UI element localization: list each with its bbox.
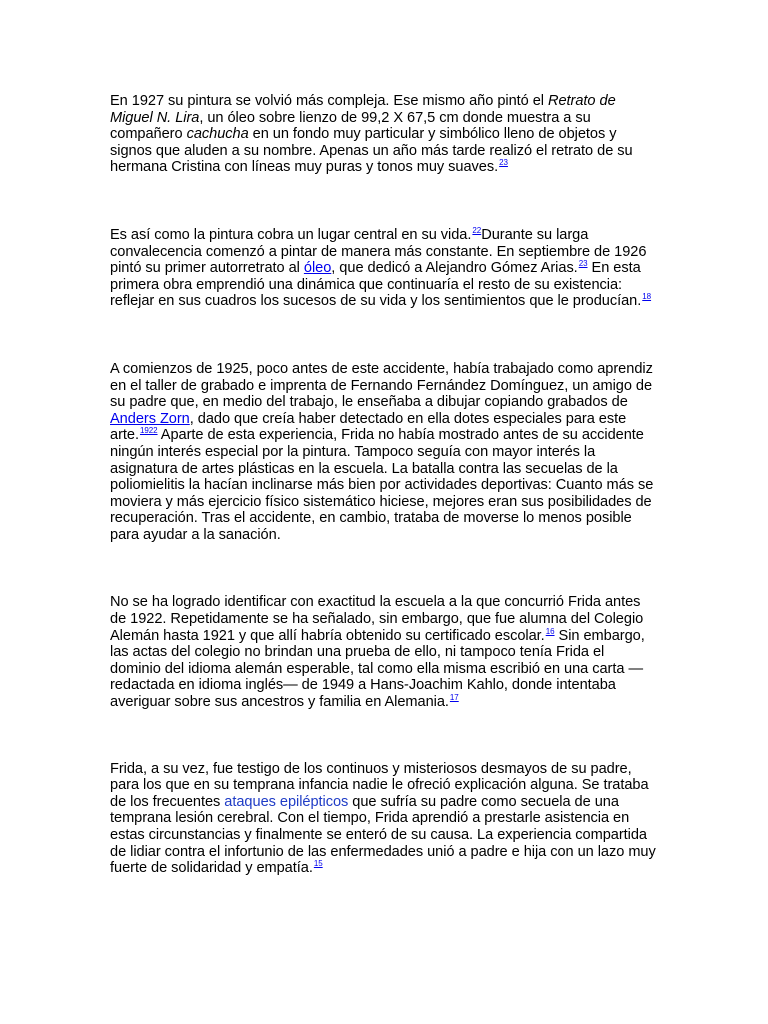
text-run: que sufría su padre como secuela de una temprana lesión cerebral. Con el tiempo, Frida aprendió a prestarle asistencia en estas circunstancias y finalmente se enteró de su causa. La experiencia compartida de lidiar contra el infortunio de las enfermedades unió a padre e hija con un lazo muy fuerte de solidaridad y empatía. bbox=[110, 793, 656, 877]
text-run: En 1927 su pintura se volvió más compleja. Ese mismo año pintó el bbox=[110, 93, 548, 109]
painting-title-retrato-miguel-lira: Retrato de Miguel N. Lira bbox=[110, 93, 616, 126]
paragraph-painting-central bbox=[110, 227, 658, 310]
link-ataques-epilepticos[interactable]: ataques epilépticos bbox=[224, 793, 349, 810]
text-run: Frida, a su vez, fue testigo de los continuos y misteriosos desmayos de su padre, para los que en su temprana infancia nadie le ofreció explicación alguna. Se trataba de los frecuentes bbox=[110, 760, 649, 810]
text-run: A comienzos de 1925, poco antes de este accidente, había trabajado como aprendiz en el taller de grabado e imprenta de Fernando Fernández Domínguez, un amigo de su padre que, en medio del trabajo, le enseñaba a dibujar copiando grabados de bbox=[110, 360, 653, 411]
link-oleo[interactable]: óleo bbox=[303, 260, 332, 277]
text-run: , un óleo sobre lienzo de 99,2 X 67,5 cm donde muestra a su compañero bbox=[110, 109, 591, 143]
footnote-ref-23[interactable]: 23 bbox=[578, 259, 588, 269]
paragraph-school bbox=[110, 594, 658, 710]
footnote-ref-18[interactable]: 18 bbox=[642, 292, 652, 302]
text-run: Es así como la pintura cobra un lugar central en su vida. bbox=[110, 226, 472, 243]
text-run: , dado que creía haber detectado en ella dotes especiales para este arte. bbox=[110, 410, 627, 444]
text-run: No se ha logrado identificar con exactitud la escuela a la que concurrió Frida antes de 1922. Repetidamente se ha señalado, sin embargo, que fue alumna del Colegio Alemán hasta 1921 y que allí habría obtenido su certificado escolar. bbox=[110, 594, 644, 644]
paragraph-1927-painting bbox=[110, 93, 658, 176]
text-run: , que dedicó a Alejandro Gómez Arias. bbox=[331, 260, 578, 277]
text-run: En esta primera obra emprendió una dinámica que continuaría el resto de su existencia: reflejar en sus cuadros los sucesos de su vida y los sentimientos que le producían. bbox=[110, 260, 642, 310]
text-run: Sin embargo, las actas del colegio no brindan una prueba de ello, ni tampoco tenía Frida el dominio del idioma alemán esperable, tal como ella misma escribió en una carta —redactada en idioma inglés— de 1949 a Hans-Joachim Kahlo, donde intentaba averiguar sobre sus ancestros y familia en Alemania. bbox=[110, 627, 645, 711]
text-run: en un fondo muy particular y simbólico lleno de objetos y signos que aluden a su nombre. Apenas un año más tarde realizó el retrato de su hermana Cristina con líneas muy puras y tonos muy suaves. bbox=[110, 126, 633, 176]
footnote-ref-16[interactable]: 16 bbox=[545, 626, 555, 636]
document-page bbox=[110, 93, 658, 877]
paragraph-father-epilepsy bbox=[110, 761, 658, 877]
footnote-ref-1922[interactable]: 1922 bbox=[139, 426, 158, 436]
footnote-ref-22[interactable]: 22 bbox=[472, 225, 482, 235]
paragraph-1925-apprentice bbox=[110, 361, 658, 544]
footnote-ref-23[interactable]: 23 bbox=[499, 158, 508, 168]
footnote-ref-17[interactable]: 17 bbox=[449, 693, 459, 703]
term-cachucha: cachucha bbox=[186, 126, 249, 143]
text-run: Aparte de esta experiencia, Frida no había mostrado antes de su accidente ningún interés especial por la pintura. Tampoco seguía con mayor interés la asignatura de artes plásticas en la escuela. La batalla contra las secuelas de la poliomielitis la hacían inclinarse más bien por actividades deportivas: Cuanto más se moviera y más ejercicio físico sistemático hiciese, mejores eran sus posibilidades de recuperación. Tras el accidente, en cambio, trataba de moverse lo menos posible para ayudar a la sanación. bbox=[110, 427, 654, 543]
footnote-ref-15[interactable]: 15 bbox=[313, 859, 323, 869]
link-anders-zorn[interactable]: Anders Zorn bbox=[110, 410, 190, 427]
text-run: Durante su larga convalecencia comenzó a pintar de manera más constante. En septiembre de 1926 pintó su primer autorretrato al bbox=[110, 226, 647, 277]
